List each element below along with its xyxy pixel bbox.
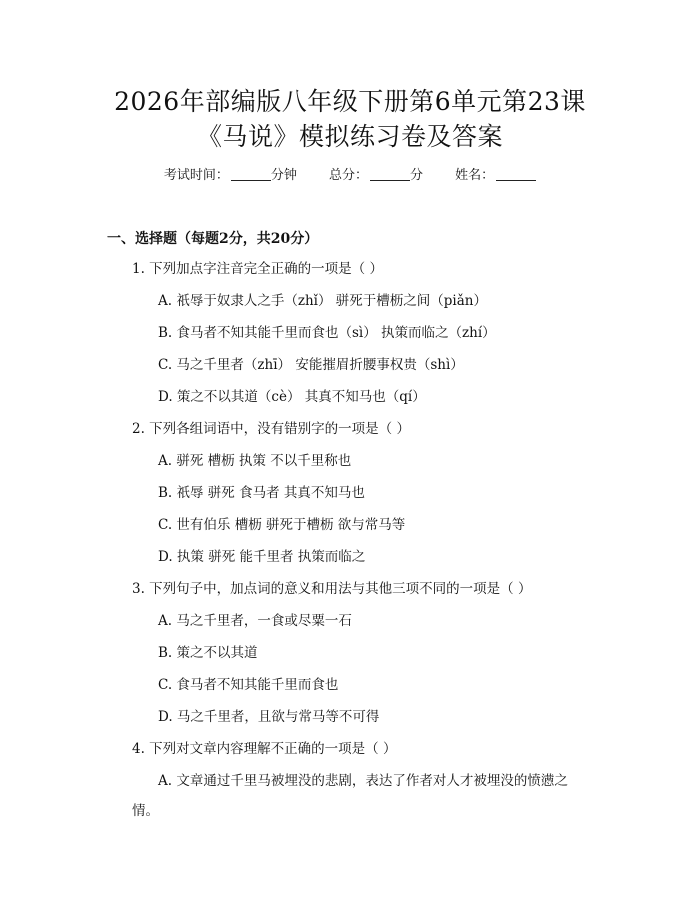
score-field (329, 166, 423, 186)
document-title-line-2: 《马说》模拟练习卷及答案 (196, 122, 503, 151)
name-blank (496, 168, 536, 181)
question-3: 3. 下列句子中，加点词的意义和用法与其他三项不同的一项是（ ） (132, 581, 532, 597)
question-3-option-c: C. 食马者不知其能千里而食也 (158, 677, 339, 693)
exam-time-blank (231, 168, 271, 181)
question-1-option-a: A. 祇辱于奴隶人之手（zhǐ） 骈死于槽枥之间（piǎn） (158, 293, 487, 309)
document-title-line-1: 2026年部编版八年级下册第6单元第23课 (114, 87, 586, 116)
exam-time-field (164, 166, 297, 186)
question-4-option-a: A. 文章通过千里马被埋没的悲剧，表达了作者对人才被埋没的愤懑之情。 (132, 773, 568, 819)
question-4: 4. 下列对文章内容理解不正确的一项是（ ） (132, 741, 397, 757)
question-2-option-c: C. 世有伯乐 槽枥 骈死于槽枥 欲与常马等 (158, 517, 406, 533)
question-2-option-a: A. 骈死 槽枥 执策 不以千里称也 (158, 453, 352, 469)
name-field (455, 166, 536, 186)
question-1-option-d: D. 策之不以其道（cè） 其真不知马也（qí） (158, 389, 426, 405)
exam-time-label: 考试时间： (163, 168, 229, 183)
question-1: 1. 下列加点字注音完全正确的一项是（ ） (132, 261, 383, 277)
section-heading-choice: 一、选择题（每题2分，共20分） (107, 231, 319, 247)
question-1-option-c: C. 马之千里者（zhī） 安能摧眉折腰事权贵（shì） (158, 357, 464, 373)
score-blank (370, 168, 410, 181)
question-3-option-a: A. 马之千里者，一食或尽粟一石 (158, 613, 352, 629)
question-2: 2. 下列各组词语中，没有错别字的一项是（ ） (132, 421, 410, 437)
question-2-option-b: B. 祇辱 骈死 食马者 其真不知马也 (158, 485, 365, 501)
question-3-option-d: D. 马之千里者，且欲与常马等不可得 (158, 709, 380, 725)
score-label: 总分： (328, 168, 368, 183)
question-2-option-d: D. 执策 骈死 能千里者 执策而临之 (158, 549, 366, 565)
question-1-option-b: B. 食马者不知其能千里而食也（sì） 执策而临之（zhí） (158, 325, 496, 341)
score-unit: 分 (410, 168, 424, 183)
question-3-option-b: B. 策之不以其道 (158, 645, 258, 661)
name-label: 姓名： (455, 168, 495, 183)
exam-time-unit: 分钟 (270, 168, 297, 183)
exam-meta (0, 166, 700, 186)
